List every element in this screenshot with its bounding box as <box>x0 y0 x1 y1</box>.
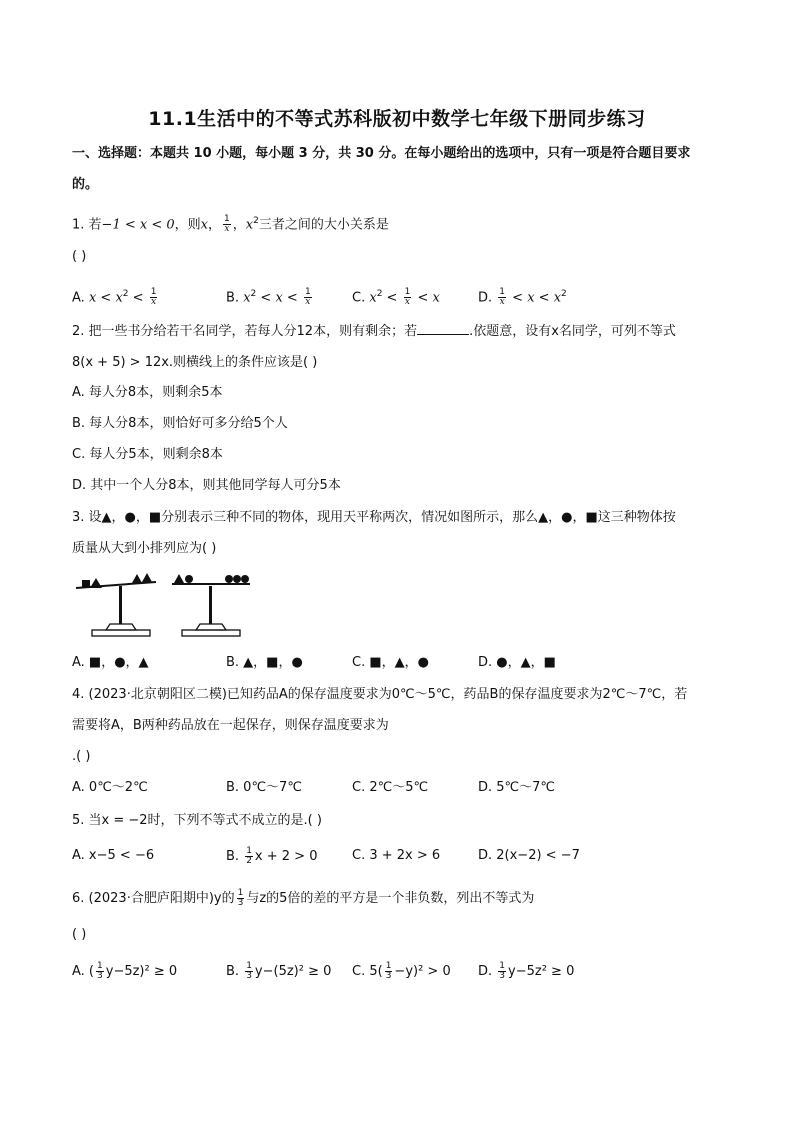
q1-stem-post: 三者之间的大小关系是 <box>258 217 389 233</box>
q1-sep2: ， <box>232 217 246 233</box>
answer-blank <box>417 322 469 335</box>
frac-1-over-2 <box>245 847 253 866</box>
frac-num: 1 <box>150 287 157 298</box>
frac-num: 1 <box>499 287 506 298</box>
math-x: x <box>275 290 283 306</box>
q6-option-b[interactable] <box>226 962 331 981</box>
frac-den: 3 <box>97 971 103 981</box>
q2-stem-pre: 2. 把一些书分给若干名同学，若每人分12本，则有剩余；若 <box>72 324 418 339</box>
circle-shape <box>233 575 241 583</box>
option-text: x + 2 > 0 <box>254 849 318 864</box>
frac-1-over-3 <box>96 962 104 981</box>
q6-bracket: ( ) <box>72 927 87 942</box>
q3-option-c[interactable]: C. ■，▲，● <box>352 655 429 670</box>
math-exp: 2 <box>561 289 567 299</box>
section-header-line2: 的。 <box>72 177 99 192</box>
math-x: x <box>553 290 562 306</box>
frac-den: x <box>224 224 230 235</box>
q4-stem-line1: 4. (2023·北京朝阳区二模)已知药品A的保存温度要求为0℃～5℃，药品B的保存温度要求为2℃～7℃，若 <box>72 687 688 702</box>
math-lt: < <box>128 290 148 306</box>
q3-option-d[interactable]: D. ●，▲，■ <box>478 655 556 670</box>
q1-var-x: x <box>200 217 208 233</box>
frac-1-over-x <box>304 288 312 307</box>
option-text: y−5z)² ≥ 0 <box>105 964 178 979</box>
q3-option-a[interactable]: A. ■，●，▲ <box>72 655 149 670</box>
frac-num: 1 <box>224 214 230 225</box>
q5-stem: 5. 当x = −2时，下列不等式不成立的是.( ) <box>72 813 322 828</box>
q1-stem <box>72 212 389 234</box>
q3-stem-line1: 3. 设▲，●，■分别表示三种不同的物体，现用天平称两次，情况如图所示，那么▲，●，■这三种物体按 <box>72 510 676 525</box>
q2-option-b[interactable]: B. 每人分8本，则恰好可多分给5个人 <box>72 416 288 431</box>
math-lt: < <box>282 290 302 306</box>
q1-stem-pre: 1. 若 <box>72 217 102 233</box>
q1-bracket: ( ) <box>72 249 87 264</box>
option-label: A. ( <box>72 964 95 979</box>
frac-num: 1 <box>237 888 244 898</box>
circle-shape <box>225 575 233 583</box>
frac-num: 1 <box>97 961 103 971</box>
q4-option-c[interactable]: C. 2℃～5℃ <box>352 780 429 795</box>
triangle-shape <box>132 574 142 583</box>
frac-den: x <box>499 297 505 308</box>
q6-option-a[interactable] <box>72 962 177 981</box>
math-x: x <box>527 290 535 306</box>
frac-num: 1 <box>499 961 506 971</box>
math-lt: < <box>256 290 276 306</box>
frac-den: 3 <box>246 971 252 981</box>
math-lt: < <box>508 290 528 306</box>
option-label: B. <box>226 290 244 306</box>
frac-1-over-x <box>404 288 412 307</box>
math-exp: 2 <box>122 289 129 299</box>
q1-exp: 2 <box>253 216 259 226</box>
q1-option-c[interactable] <box>352 285 440 307</box>
balance-scale-right <box>172 574 250 636</box>
option-label: D. <box>478 290 497 306</box>
balance-scale-left <box>76 573 156 636</box>
math-lt: < <box>534 290 554 306</box>
frac-den: 3 <box>499 971 506 981</box>
math-x: x <box>243 290 251 306</box>
math-x: x <box>369 290 377 306</box>
triangle-shape <box>90 578 102 588</box>
frac-1-over-x <box>150 288 158 307</box>
q5-option-b[interactable] <box>226 847 317 866</box>
frac-1-over-x <box>498 288 506 307</box>
frac-num: 1 <box>246 846 252 856</box>
frac-num: 1 <box>404 287 411 298</box>
q5-option-a[interactable]: A. x−5 < −6 <box>72 848 155 863</box>
q1-frac-1-over-x <box>223 215 231 234</box>
q1-option-a[interactable] <box>72 285 159 307</box>
q4-stem-line2: 需要将A，B两种药品放在一起保存，则保存温度要求为 <box>72 718 389 733</box>
q2-stem-line1 <box>72 322 676 341</box>
q6-stem-pre: 6. (2023·合肥庐阳期中)y的 <box>72 891 235 906</box>
frac-den: x <box>305 297 311 308</box>
option-text: y−5z² ≥ 0 <box>508 964 575 979</box>
q6-stem-line1 <box>72 889 534 908</box>
q4-option-a[interactable]: A. 0℃～2℃ <box>72 780 148 795</box>
q6-option-c[interactable] <box>352 962 451 981</box>
q1-sep: ， <box>208 217 222 233</box>
option-label: A. <box>72 290 89 306</box>
frac-den: 2 <box>246 856 252 866</box>
q3-option-b[interactable]: B. ▲，■，● <box>226 655 303 670</box>
math-exp: 2 <box>376 289 383 299</box>
frac-den: x <box>151 297 157 308</box>
q6-option-d[interactable] <box>478 962 574 981</box>
frac-den: 3 <box>237 898 244 908</box>
math-lt: < <box>413 290 433 306</box>
math-lt: < <box>382 290 402 306</box>
option-text: y−(5z)² ≥ 0 <box>254 964 332 979</box>
option-label: B. <box>226 849 244 864</box>
frac-num: 1 <box>304 287 311 298</box>
math-x: x <box>115 290 123 306</box>
frac-1-over-3 <box>237 889 245 908</box>
q2-option-d[interactable]: D. 其中一个人分8本，则其他同学每人可分5本 <box>72 478 341 493</box>
q1-option-b[interactable] <box>226 285 314 307</box>
frac-num: 1 <box>385 961 392 971</box>
option-label: C. <box>352 290 370 306</box>
option-label: B. <box>226 964 244 979</box>
math-exp: 2 <box>250 289 257 299</box>
triangle-shape <box>142 573 152 582</box>
q5-option-c[interactable]: C. 3 + 2x > 6 <box>352 848 441 863</box>
q4-option-d[interactable]: D. 5℃～7℃ <box>478 780 556 795</box>
q4-stem-line3: .( ) <box>72 749 91 764</box>
q2-stem-post: .依题意，设有x名同学，可列不等式 <box>469 324 676 339</box>
option-text: −y)² > 0 <box>394 964 451 979</box>
triangle-shape <box>174 574 184 583</box>
circle-shape <box>185 575 193 583</box>
q3-stem-line2: 质量从大到小排列应为( ) <box>72 541 217 556</box>
frac-den: x <box>404 297 410 308</box>
square-shape <box>82 580 90 588</box>
q5-option-d[interactable]: D. 2(x−2) < −7 <box>478 848 580 863</box>
q1-condition: −1 < x < 0 <box>101 217 175 233</box>
section-header-line1: 一、选择题：本题共 10 小题，每小题 3 分，共 30 分。在每小题给出的选项中，只有一项是符合题目要求 <box>72 146 691 161</box>
frac-num: 1 <box>246 961 252 971</box>
option-label: C. 5( <box>352 964 383 979</box>
q1-var-x-squared: x <box>245 217 254 233</box>
math-x: x <box>88 290 97 306</box>
balance-scales-figure <box>72 570 262 642</box>
q2-stem-line2: 8(x + 5) > 12x.则横线上的条件应该是( ) <box>72 355 318 370</box>
frac-1-over-3 <box>498 962 506 981</box>
q1-stem-mid: ，则 <box>174 217 201 233</box>
frac-1-over-3 <box>385 962 393 981</box>
q2-option-a[interactable]: A. 每人分8本，则剩余5本 <box>72 385 223 400</box>
math-lt: < <box>96 290 116 306</box>
frac-1-over-3 <box>245 962 253 981</box>
option-label: D. <box>478 964 497 979</box>
q4-option-b[interactable]: B. 0℃～7℃ <box>226 780 302 795</box>
q2-option-c[interactable]: C. 每人分5本，则剩余8本 <box>72 447 223 462</box>
frac-den: 3 <box>385 971 392 981</box>
q6-stem-post: 与z的5倍的差的平方是一个非负数，列出不等式为 <box>246 891 535 906</box>
page-title: 11.1生活中的不等式苏科版初中数学七年级下册同步练习 <box>148 108 646 130</box>
circle-shape <box>241 575 249 583</box>
q1-option-d[interactable] <box>478 285 567 307</box>
math-x: x <box>432 290 440 306</box>
